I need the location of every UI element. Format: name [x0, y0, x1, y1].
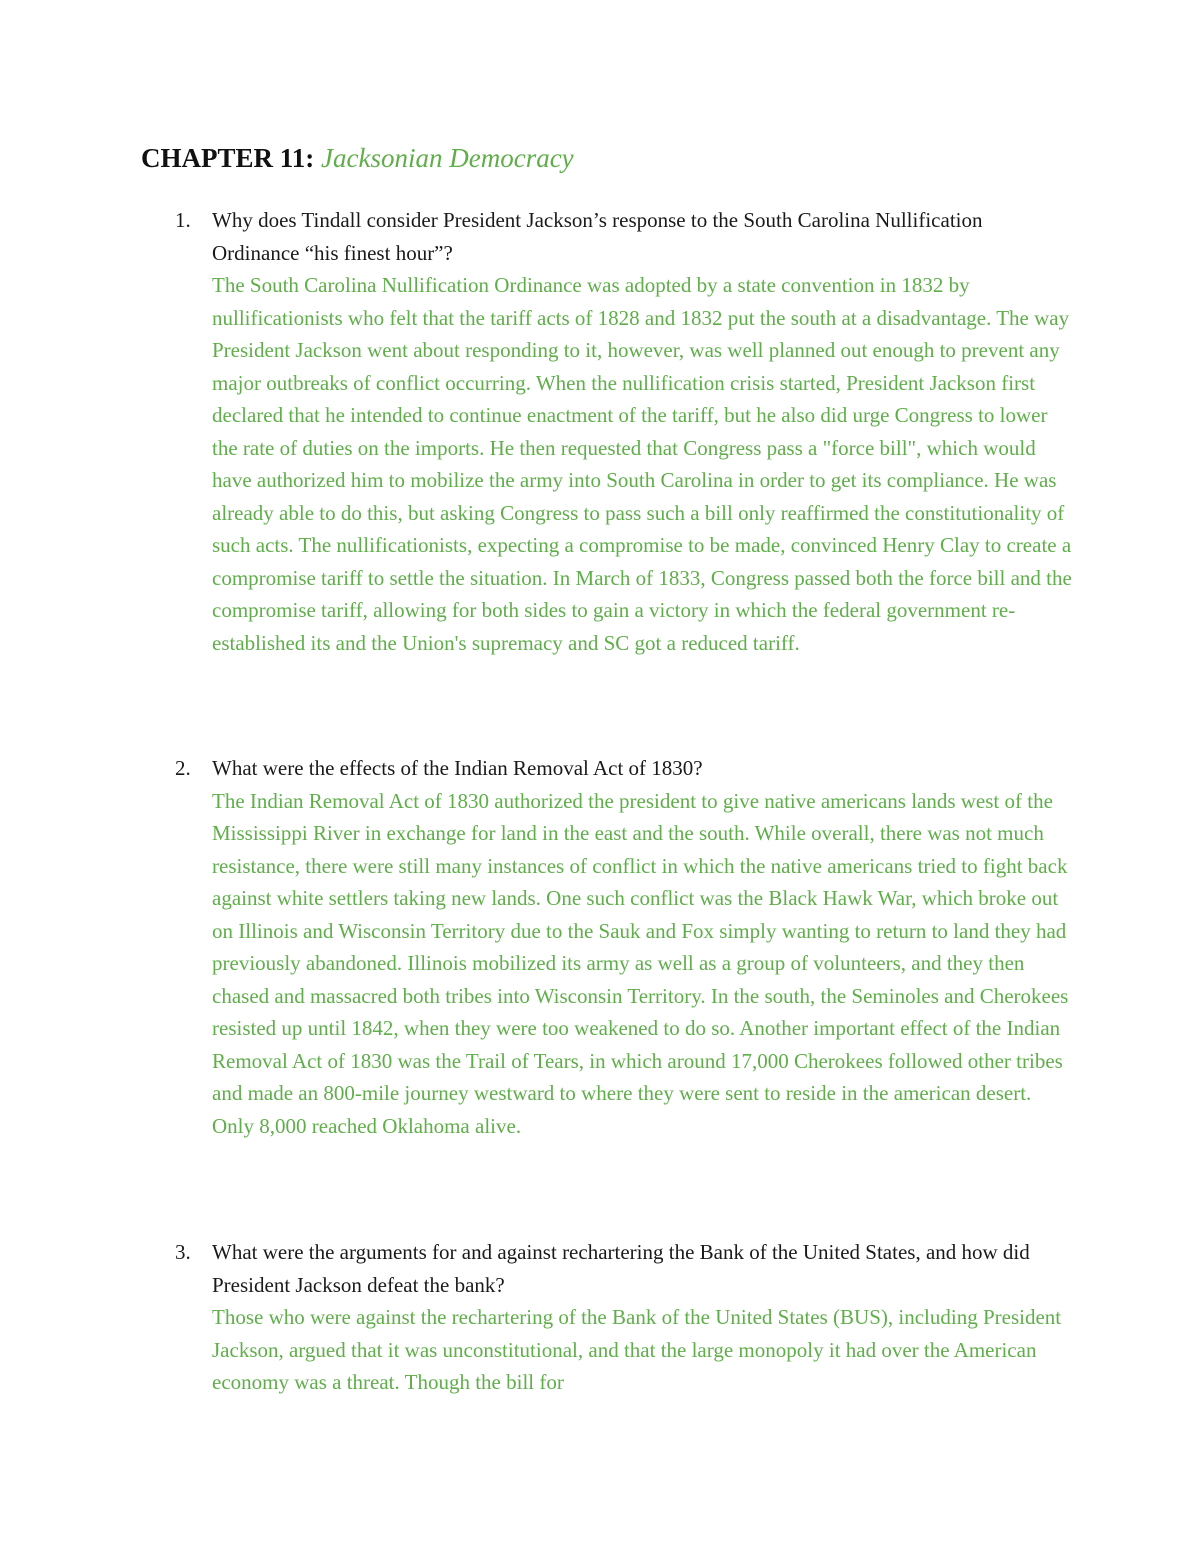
- chapter-heading: [141, 138, 574, 178]
- answer-text: The South Carolina Nullification Ordinance was adopted by a state convention in 1832 by nullificationists who felt that the tariff acts of 1828 and 1832 put the south at a disadvantage. The way President Jackson went about responding to it, however, was well planned out enough to prevent any major outbreaks of conflict occurring. When the nullification crisis started, President Jackson first declared that he intended to continue enactment of the tariff, but he also did urge Congress to lower the rate of duties on the imports. He then requested that Congress pass a "force bill", which would have authorized him to mobilize the army into South Carolina in order to get its compliance. He was already able to do this, but asking Congress to pass such a bill only reaffirmed the constitutionality of such acts. The nullificationists, expecting a compromise to be made, convinced Henry Clay to create a compromise tariff to settle the situation. In March of 1833, Congress passed both the force bill and the compromise tariff, allowing for both sides to gain a victory in which the federal government re-established its and the Union's supremacy and SC got a reduced tariff.: [212, 273, 1072, 655]
- question-text: What were the effects of the Indian Removal Act of 1830?: [212, 756, 703, 780]
- question-item-1: [175, 204, 1075, 659]
- question-number: 2.: [175, 756, 191, 780]
- answer-text: The Indian Removal Act of 1830 authorized the president to give native americans lands west of the Mississippi River in exchange for land in the east and the south. While overall, there was not much resistance, there were still many instances of conflict in which the native americans tried to fight back against white settlers taking new lands. One such conflict was the Black Hawk War, which broke out on Illinois and Wisconsin Territory due to the Sauk and Fox simply wanting to return to land they had previously abandoned. Illinois mobilized its army as well as a group of volunteers, and they then chased and massacred both tribes into Wisconsin Territory. In the south, the Seminoles and Cherokees resisted up until 1842, when they were too weakened to do so. Another important effect of the Indian Removal Act of 1830 was the Trail of Tears, in which around 17,000 Cherokees followed other tribes and made an 800-mile journey westward to where they were sent to reside in the american desert. Only 8,000 reached Oklahoma alive.: [212, 788, 1069, 1138]
- answer-text: Those who were against the rechartering of the Bank of the United States (BUS), including President Jackson, argued that it was unconstitutional, and that the large monopoly it had over the American economy was a threat. Though the bill for: [212, 1305, 1062, 1394]
- question-number: 1.: [175, 208, 191, 232]
- question-text: Why does Tindall consider President Jackson’s response to the South Carolina Nullification Ordinance “his finest hour”?: [212, 208, 983, 265]
- question-number: 3.: [175, 1240, 191, 1264]
- question-text: What were the arguments for and against rechartering the Bank of the United States, and how did President Jackson defeat the bank?: [212, 1240, 1030, 1297]
- chapter-subtitle: Jacksonian Democracy: [321, 143, 574, 173]
- question-item-3: [175, 1236, 1075, 1399]
- chapter-label: CHAPTER 11:: [141, 143, 315, 173]
- question-item-2: [175, 752, 1075, 1142]
